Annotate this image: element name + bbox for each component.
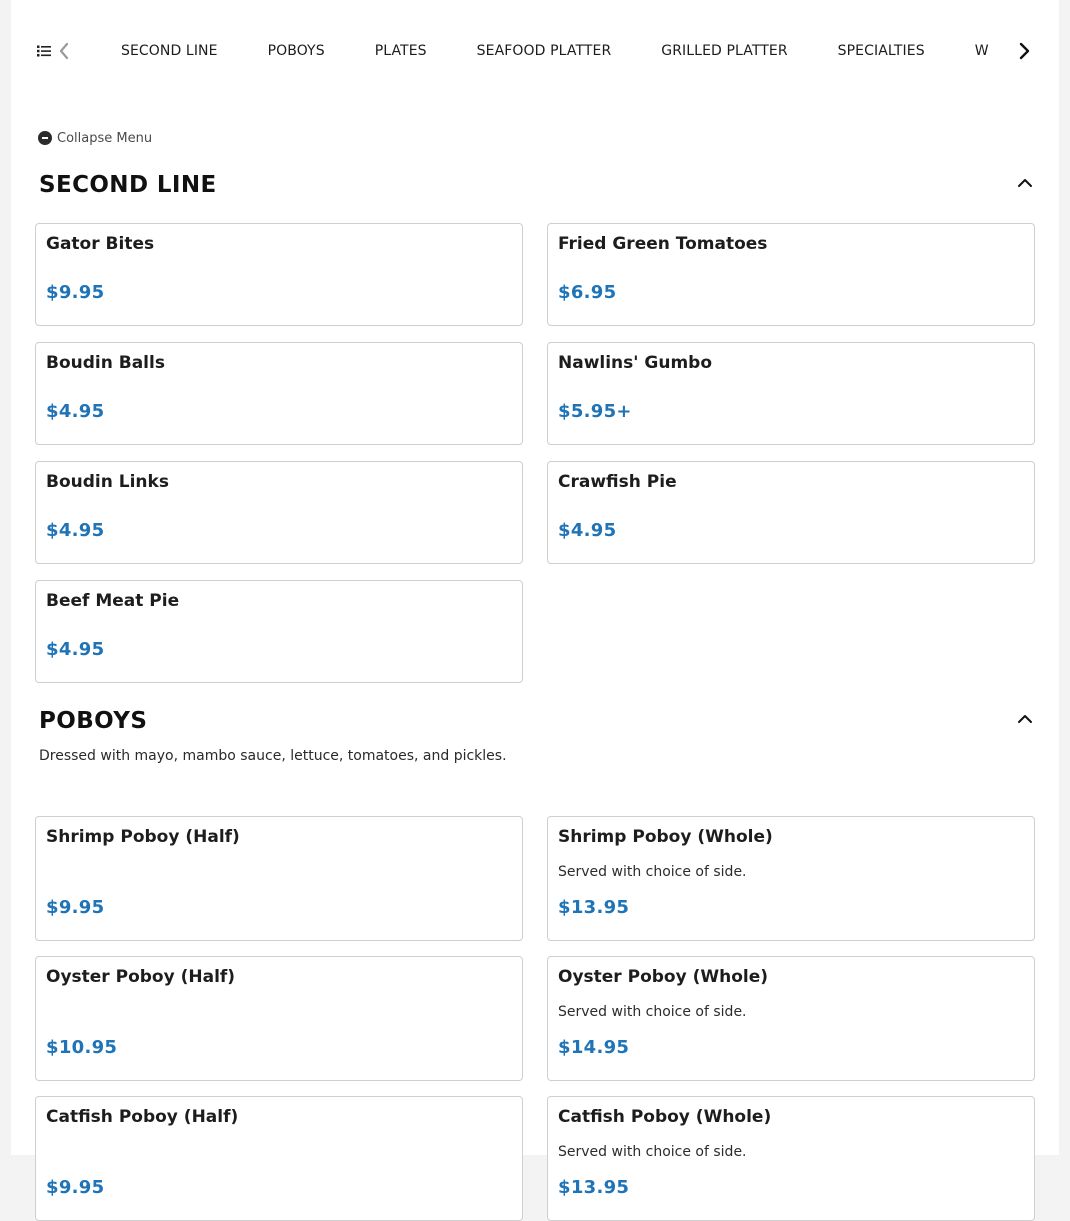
- menu-item-name: Boudin Links: [46, 472, 169, 492]
- menu-item-description: Served with choice of side.: [558, 864, 747, 880]
- menu-item-card[interactable]: [547, 956, 1035, 1081]
- category-nav: [11, 0, 1059, 102]
- menu-item-price: $4.95: [46, 401, 105, 422]
- menu-item-name: Oyster Poboy (Half): [46, 967, 236, 987]
- menu-item-price: $5.95+: [558, 401, 632, 422]
- menu-item-card[interactable]: [547, 461, 1035, 564]
- menu-item-card[interactable]: [35, 342, 523, 445]
- menu-item-name: Catfish Poboy (Half): [46, 1107, 239, 1127]
- collapse-minus-icon: [38, 131, 52, 145]
- nav-item-seafood-platter[interactable]: SEAFOOD PLATTER: [476, 43, 612, 59]
- menu-item-card[interactable]: [547, 816, 1035, 941]
- chevron-right-icon[interactable]: [1017, 42, 1031, 60]
- menu-item-price: $10.95: [46, 1037, 118, 1058]
- chevron-left-icon[interactable]: [58, 42, 70, 60]
- menu-item-card[interactable]: [35, 461, 523, 564]
- menu-item-name: Shrimp Poboy (Whole): [558, 827, 773, 847]
- nav-item-specialties[interactable]: SPECIALTIES: [837, 43, 925, 59]
- menu-item-card[interactable]: [547, 1096, 1035, 1221]
- nav-track: [96, 36, 996, 66]
- section-description: Dressed with mayo, mambo sauce, lettuce, tomatoes, and pickles.: [39, 748, 507, 764]
- section-title-poboys: POBOYS: [39, 708, 148, 734]
- menu-item-card[interactable]: [547, 223, 1035, 326]
- menu-item-card[interactable]: [35, 816, 523, 941]
- menu-item-name: Boudin Balls: [46, 353, 165, 373]
- chevron-up-icon[interactable]: [1016, 175, 1034, 189]
- menu-item-name: Gator Bites: [46, 234, 155, 254]
- nav-item-poboys[interactable]: POBOYS: [267, 43, 325, 59]
- menu-item-card[interactable]: [35, 1096, 523, 1221]
- menu-item-price: $4.95: [46, 639, 105, 660]
- menu-item-price: $4.95: [558, 520, 617, 541]
- menu-item-name: Nawlins' Gumbo: [558, 353, 713, 373]
- menu-item-description: Served with choice of side.: [558, 1004, 747, 1020]
- nav-item-second-line[interactable]: SECOND LINE: [121, 43, 218, 59]
- menu-item-name: Fried Green Tomatoes: [558, 234, 768, 254]
- collapse-menu-label: Collapse Menu: [57, 130, 153, 146]
- menu-item-price: $13.95: [558, 1177, 630, 1198]
- menu-item-name: Crawfish Pie: [558, 472, 677, 492]
- menu-item-name: Shrimp Poboy (Half): [46, 827, 240, 847]
- menu-item-card[interactable]: [35, 223, 523, 326]
- menu-item-name: Beef Meat Pie: [46, 591, 180, 611]
- section-title-second-line: SECOND LINE: [39, 172, 217, 198]
- menu-item-name: Catfish Poboy (Whole): [558, 1107, 772, 1127]
- menu-item-price: $9.95: [46, 1177, 105, 1198]
- menu-item-card[interactable]: [35, 580, 523, 683]
- menu-item-price: $14.95: [558, 1037, 630, 1058]
- nav-item-grilled-platter[interactable]: GRILLED PLATTER: [661, 43, 788, 59]
- nav-items: [96, 36, 996, 66]
- menu-item-price: $13.95: [558, 897, 630, 918]
- menu-item-card[interactable]: [547, 342, 1035, 445]
- nav-item-plates[interactable]: PLATES: [374, 43, 427, 59]
- nav-item-w[interactable]: W: [974, 43, 989, 59]
- chevron-up-icon[interactable]: [1016, 711, 1034, 725]
- menu-item-description: Served with choice of side.: [558, 1144, 747, 1160]
- menu-item-name: Oyster Poboy (Whole): [558, 967, 769, 987]
- menu-item-card[interactable]: [35, 956, 523, 1081]
- menu-item-price: $9.95: [46, 282, 105, 303]
- menu-item-price: $6.95: [558, 282, 617, 303]
- menu-page: [11, 0, 1059, 1198]
- menu-item-price: $4.95: [46, 520, 105, 541]
- list-icon[interactable]: [37, 44, 51, 58]
- menu-item-price: $9.95: [46, 897, 105, 918]
- collapse-menu-button[interactable]: [38, 128, 152, 148]
